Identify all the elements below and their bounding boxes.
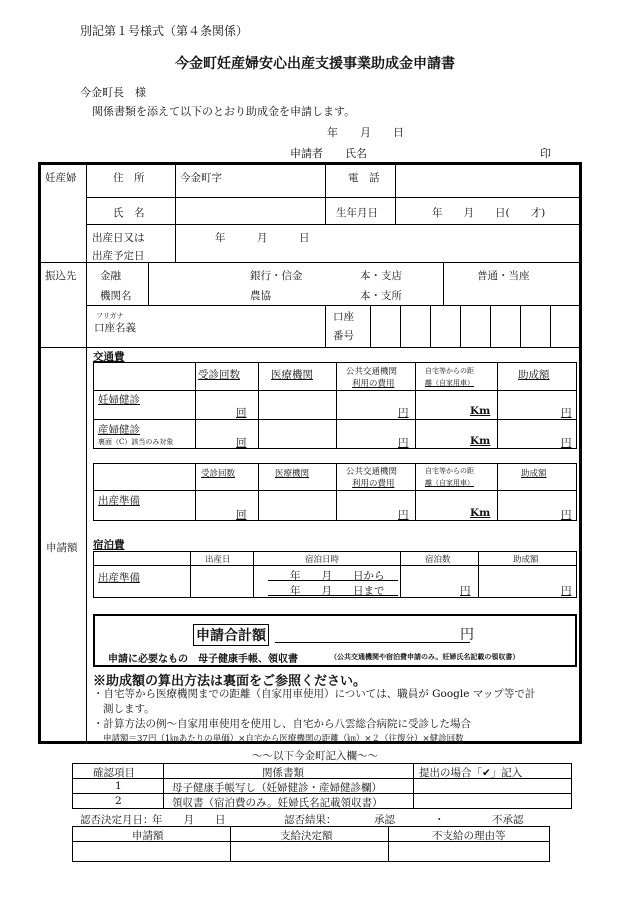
- row-label-prenatal: 妊婦健診: [98, 394, 140, 406]
- account-holder-label: 口座名義: [94, 322, 136, 334]
- birth-date-field[interactable]: 年 月 日: [215, 232, 310, 244]
- addressee: 今金町長 様: [80, 86, 146, 99]
- prep-transport-table: [93, 463, 577, 521]
- col-line: [258, 463, 259, 521]
- prenatal-visits-unit: 回: [236, 407, 247, 419]
- bank-option[interactable]: 銀行・信金: [250, 270, 303, 282]
- prep-transit-unit: 円: [398, 509, 409, 521]
- lodging-title: 宿泊費: [93, 539, 125, 551]
- dob-field[interactable]: 年 月 日( 才): [432, 207, 546, 219]
- col-line: [325, 164, 326, 224]
- needs-label: 申請に必要なもの 母子健康手帳、領収書: [108, 654, 298, 665]
- birth-date-label-2: 出産予定日: [92, 250, 145, 262]
- transport-table: [93, 362, 577, 449]
- row-note-postnatal: 裏面（C）該当のみ対象: [98, 438, 174, 446]
- transport-title: 交通費: [93, 351, 125, 363]
- branch-office-option[interactable]: 本・支所: [360, 290, 402, 302]
- phone-label: 電 話: [348, 172, 380, 184]
- prenatal-subsidy-unit: 円: [561, 407, 572, 419]
- application-date[interactable]: 年 月 日: [327, 126, 404, 139]
- header-public-transit-2b: 利用の費用: [352, 479, 395, 489]
- account-digit-cell[interactable]: [460, 305, 461, 347]
- row-label-postnatal: 産婦健診: [98, 424, 140, 436]
- col-line: [478, 551, 479, 598]
- form-number: 別記第１号様式（第４条関係）: [80, 24, 249, 38]
- header-distance-1: 自宅等からの距: [425, 367, 474, 375]
- office-use-title: 〜〜以下今金町記入欄〜〜: [252, 750, 378, 762]
- col-line: [370, 305, 371, 347]
- lodging-to[interactable]: 年 月 日まで: [290, 585, 385, 597]
- lodging-header-nights: 宿泊数: [425, 555, 451, 565]
- prep-distance-unit: Km: [470, 507, 491, 519]
- postnatal-visits-unit: 回: [236, 437, 247, 449]
- bank-label-1: 金融: [100, 270, 121, 282]
- applicant-name-label: 申請者 氏名: [290, 147, 367, 160]
- birth-date-label-1: 出産日又は: [92, 232, 145, 244]
- furigana-label: フリガナ: [96, 312, 124, 320]
- lodging-date-line: [268, 580, 398, 581]
- postnatal-subsidy-unit: 円: [561, 437, 572, 449]
- header-institution: 医療機関: [271, 369, 313, 381]
- header-public-transit-2: 利用の費用: [352, 379, 395, 389]
- account-number-label-1: 口座: [333, 311, 354, 323]
- lodging-row-label: 出産準備: [98, 572, 140, 584]
- prenatal-distance-unit: Km: [470, 405, 491, 417]
- office-item-2-doc: 領収書（宿泊費のみ。妊婦氏名記載領収書）: [172, 797, 383, 809]
- lodging-subsidy-unit: 円: [561, 585, 572, 597]
- total-unit: 円: [460, 627, 474, 643]
- lodging-header-subsidy: 助成額: [513, 555, 539, 565]
- lodging-header-dates: 宿泊日時: [305, 555, 340, 565]
- col-line: [253, 551, 254, 598]
- header-visits-2: 受診回数: [201, 469, 236, 479]
- header-subsidy-2: 助成額: [521, 469, 547, 479]
- col-line: [400, 551, 401, 598]
- office-field-reason: 不支給の理由等: [432, 830, 506, 842]
- section-line: [40, 347, 580, 348]
- col-line: [163, 763, 164, 809]
- row-line: [93, 390, 577, 391]
- lodging-date-line: [268, 595, 398, 596]
- seal-mark: 印: [540, 147, 551, 160]
- header-subsidy: 助成額: [518, 369, 550, 381]
- office-col-submitted: 提出の場合「✔」記入: [419, 767, 523, 779]
- office-item-1-no: 1: [115, 780, 122, 792]
- result-separator: ・: [434, 814, 445, 826]
- office-col-doc: 関係書類: [262, 767, 304, 779]
- total-amount-field[interactable]: [275, 642, 470, 643]
- address-label: 住 所: [113, 172, 145, 184]
- prep-subsidy-unit: 円: [561, 509, 572, 521]
- nokyo-option[interactable]: 農協: [250, 290, 271, 302]
- col-line: [388, 826, 389, 862]
- account-digit-cell[interactable]: [520, 305, 521, 347]
- calc-line-1: ・自宅等から医療機関までの距離（自家用車使用）については、職員が Google マップ等で計: [93, 688, 536, 700]
- header-visits: 受診回数: [198, 369, 240, 381]
- header-public-transit-2a: 公共交通機関: [346, 467, 398, 477]
- lodging-nights-unit: 円: [460, 585, 471, 597]
- header-distance-2: 離（自家用車）: [425, 379, 474, 387]
- col-line: [497, 463, 498, 521]
- office-item-1-doc: 母子健康手帳写し（妊婦健診・産婦健診欄）: [172, 782, 382, 794]
- col-line: [395, 164, 396, 224]
- section-pregnant: 妊産婦: [45, 172, 77, 184]
- calc-line-3: ・計算方法の例〜自家用車使用を使用し、自宅から八雲総合病院に受診した場合: [93, 718, 471, 730]
- calc-title: ※助成額の算出方法は裏面をご参照ください。: [93, 674, 367, 689]
- result-label: 認否結果：: [284, 814, 337, 826]
- col-line: [497, 362, 498, 449]
- decision-date-label: 認否決定月日：: [80, 814, 154, 826]
- result-reject[interactable]: 不承認: [492, 814, 524, 826]
- office-col-check: 確認項目: [93, 767, 135, 779]
- account-digit-cell[interactable]: [430, 305, 431, 347]
- row-label-prep: 出産準備: [98, 495, 140, 507]
- col-line: [195, 362, 196, 449]
- header-public-transit-1: 公共交通機関: [346, 367, 398, 377]
- account-type[interactable]: 普通・当座: [477, 270, 530, 282]
- account-digit-cell[interactable]: [400, 305, 401, 347]
- col-line: [230, 826, 231, 862]
- account-digit-cell[interactable]: [550, 305, 551, 347]
- section-bank: 振込先: [45, 270, 77, 282]
- col-line: [190, 551, 191, 598]
- account-digit-cell[interactable]: [490, 305, 491, 347]
- result-approve[interactable]: 承認: [374, 814, 395, 826]
- calc-line-4: 申請額＝37円（1㎞あたりの単価）×自宅から医療機関の距離（㎞）×２（往復分）×健診回数: [103, 734, 464, 744]
- needs-note: （公共交通機関や宿泊費申請のみ。妊婦氏名記載の領収書）: [330, 652, 520, 661]
- row-line: [93, 419, 577, 420]
- col-line: [415, 362, 416, 449]
- header-distance-2a: 自宅等からの距: [425, 467, 474, 475]
- prenatal-transit-unit: 円: [398, 407, 409, 419]
- branch-option[interactable]: 本・支店: [360, 270, 402, 282]
- bank-label-2: 機関名: [100, 290, 132, 302]
- row-line: [93, 490, 577, 491]
- postnatal-distance-unit: Km: [470, 435, 491, 447]
- prep-visits-unit: 回: [236, 509, 247, 521]
- row-line: [86, 224, 580, 225]
- row-line: [93, 565, 577, 566]
- col-line: [413, 763, 414, 809]
- office-item-2-no: 2: [115, 795, 122, 807]
- col-line: [415, 463, 416, 521]
- dob-label: 生年月日: [336, 207, 378, 219]
- col-line: [336, 362, 337, 449]
- lodging-from[interactable]: 年 月 日から: [290, 570, 385, 582]
- total-label: 申請合計額: [193, 624, 269, 646]
- col-line: [336, 463, 337, 521]
- postnatal-transit-unit: 円: [398, 437, 409, 449]
- row-line: [86, 305, 580, 306]
- page-title: 今金町妊産婦安心出産支援事業助成金申請書: [175, 56, 455, 72]
- address-field[interactable]: 今金町字: [180, 172, 222, 184]
- intro-text: 関係書類を添えて以下のとおり助成金を申請します。: [92, 105, 356, 118]
- header-institution-2: 医療機関: [275, 469, 310, 479]
- section-divider: [86, 164, 87, 742]
- col-line: [195, 463, 196, 521]
- calc-line-2: 測します。: [103, 703, 155, 715]
- section-apply: 申請額: [46, 542, 78, 554]
- col-line: [258, 362, 259, 449]
- office-field-applied: 申請額: [132, 830, 164, 842]
- lodging-header-birth-date: 出産日: [205, 555, 231, 565]
- section-line: [40, 262, 580, 263]
- col-line: [148, 262, 149, 305]
- col-line: [443, 262, 444, 305]
- account-number-label-2: 番号: [333, 330, 354, 342]
- row-line: [86, 197, 580, 198]
- col-line: [325, 305, 326, 347]
- col-line: [175, 164, 176, 262]
- decision-date-field[interactable]: 年 月 日: [152, 814, 226, 826]
- office-field-decided: 支給決定額: [280, 830, 333, 842]
- header-distance-2b: 離（自家用車）: [425, 479, 474, 487]
- name-label: 氏 名: [113, 207, 145, 219]
